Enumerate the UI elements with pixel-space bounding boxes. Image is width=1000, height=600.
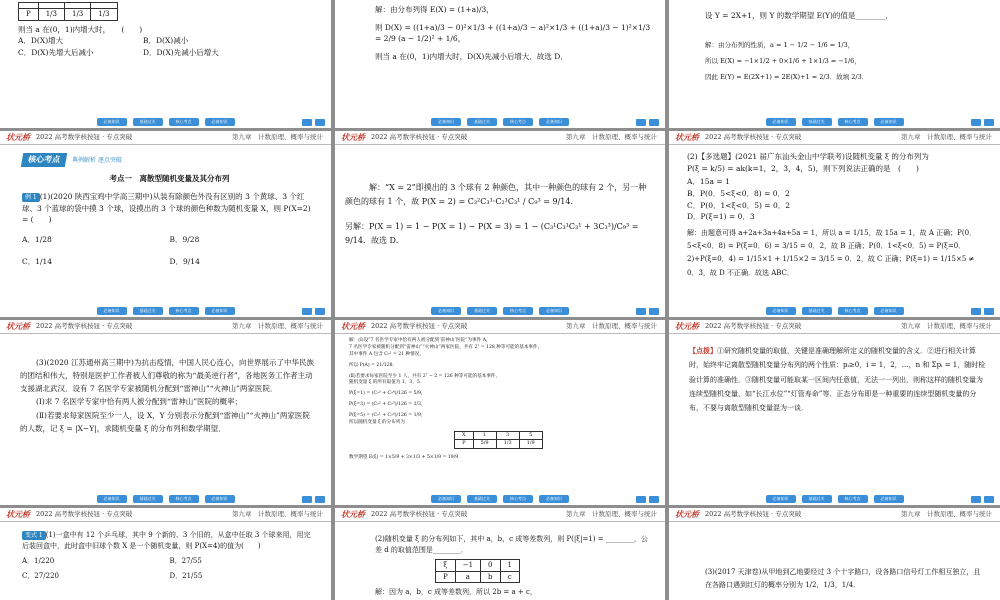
logo: 状元桥 bbox=[6, 509, 30, 520]
subquestion-1: (Ⅰ)求 7 名医学专家中恰有两人被分配到“雷神山”医院的概率； bbox=[36, 397, 243, 407]
option-c: C．27/220 bbox=[22, 571, 59, 580]
table-cell: a bbox=[455, 571, 480, 583]
solution-line: 另解：P(X = 1) = 1 − P(X = 1) − P(X = 3) = 1 − (C₃¹C₃¹C₃¹ + 3C₃³)/C₉³ = 9/14．故选 D． bbox=[345, 221, 639, 246]
nav-button[interactable]: 必备知识 bbox=[766, 307, 796, 315]
header-chapter: 第九章 计数原理、概率与统计 bbox=[901, 133, 992, 142]
table-cell: 1/3 bbox=[38, 9, 64, 21]
prev-icon[interactable] bbox=[302, 119, 312, 126]
nav-button[interactable]: 必备知识 bbox=[539, 118, 569, 126]
header-title: 2022 高考数学核按钮 · 专点突破 bbox=[371, 133, 468, 142]
logo: 状元桥 bbox=[675, 321, 699, 332]
option-c: C．1/14 bbox=[22, 256, 53, 266]
table-cell: 1/3 bbox=[64, 9, 90, 21]
prev-icon[interactable] bbox=[636, 496, 646, 503]
tip-text: ①研究随机变量的取值，关键是准确理解所定义的随机变量的含义．②进行相关计算时，始终牢记离散型随机变量分布列的两个性质：pᵢ≥0，i = 1，2，…，n 和 Σpᵢ = 1，随时检验计算的准确性．③随机变量可能取某一区间内任意值，无法一一列出，则称这样的随机变量为连续型随机变量，如“长江水位”“灯管寿命”等．正态分布即是一种重要的连续型随机变量的分布，不要与离散型随机变量混为一谈． bbox=[689, 347, 986, 413]
option-d: D．21/55 bbox=[169, 571, 203, 580]
option-a: A．15a = 1 bbox=[687, 177, 730, 187]
nav-button[interactable]: 必备知识 bbox=[766, 118, 796, 126]
nav-button[interactable]: 核心考点 bbox=[838, 495, 868, 503]
logo: 状元桥 bbox=[675, 509, 699, 520]
nav-button[interactable]: 必备知识 bbox=[539, 495, 569, 503]
slide-footer bbox=[335, 305, 665, 317]
slide-10[interactable] bbox=[0, 508, 331, 600]
solution-line: P(ξ=5) = (C₇¹ + C₇⁶)/126 = 1/9， bbox=[349, 413, 426, 419]
question-text: 则当 a 在(0，1)内增大时， ( ) bbox=[18, 24, 143, 34]
distribution-table bbox=[435, 559, 520, 584]
nav-button[interactable]: 基础过关 bbox=[467, 307, 497, 315]
nav-button[interactable]: 必备知识 bbox=[205, 118, 235, 126]
slide-header bbox=[335, 508, 665, 522]
table-cell: 5/9 bbox=[473, 440, 496, 449]
solution-line: 随机变量 ξ 的所有取值为 1，3，5． bbox=[349, 380, 425, 386]
header-chapter: 第九章 计数原理、概率与统计 bbox=[232, 133, 323, 142]
nav-button[interactable]: 必备知识 bbox=[431, 118, 461, 126]
slide-1[interactable] bbox=[0, 0, 331, 128]
solution-line: P(ξ=1) = (C₇³ + C₇⁴)/126 = 5/9， bbox=[349, 391, 426, 397]
nav-button[interactable]: 必备知识 bbox=[431, 495, 461, 503]
logo: 状元桥 bbox=[6, 132, 30, 143]
tip-label: 【点拨】 bbox=[689, 346, 717, 355]
slide-header bbox=[0, 320, 331, 334]
question-text: (2)随机变量 ξ 的分布列如下，其中 a，b，c 成等差数列，则 P(|ξ|=1) = ________，公差 d 的取值范围是________． bbox=[375, 535, 648, 554]
table-cell: b bbox=[481, 571, 500, 583]
solution-line: 则 D(X) = ((1+a)/3 − 0)²×1/3 + ((1+a)/3 − a)²×1/3 + ((1+a)/3 − 1)²×1/3 = 2/9 (a − 1/2)² + 1/6， bbox=[375, 22, 651, 44]
nav-button[interactable]: 核心考点 bbox=[838, 307, 868, 315]
option-b: B．9/28 bbox=[169, 234, 200, 244]
nav-button[interactable]: 必备知识 bbox=[205, 307, 235, 315]
nav-button[interactable]: 核心考点 bbox=[503, 495, 533, 503]
slide-header bbox=[335, 320, 665, 334]
header-chapter: 第九章 计数原理、概率与统计 bbox=[566, 510, 657, 519]
prev-icon[interactable] bbox=[971, 496, 981, 503]
option-b: B．P(0．5<ξ<0．8) = 0．2 bbox=[687, 188, 790, 198]
option-a: A．1/28 bbox=[22, 234, 52, 244]
nav-button[interactable]: 基础过关 bbox=[467, 118, 497, 126]
question-text: (3)(2020 江苏通州高三期中)为抗击疫情，中国人民心连心，向世界展示了中华民族的团结和伟大，特别是医护工作者被人们尊敬的称为“最美逆行者”，各地医务工作者主动支援湖北武汉．设有 7 名医学专家被随机分配到“雷神山”“火神山”两家医院． bbox=[20, 358, 314, 394]
nav-button[interactable]: 基础过关 bbox=[802, 118, 832, 126]
slide-7[interactable] bbox=[0, 320, 331, 505]
prev-icon[interactable] bbox=[302, 308, 312, 315]
solution-line: 则当 a 在(0，1)内增大时，D(X)先减小后增大．故选 D． bbox=[375, 51, 568, 61]
slide-footer bbox=[335, 116, 665, 128]
header-title: 2022 高考数学核按钮 · 专点突破 bbox=[36, 510, 133, 519]
question-text: (1)(2020 陕西宝鸡中学高三期中)从装有除颜色外没有区别的 3 个黄球、3 个红球、3 个蓝球的袋中摸 3 个球，设摸出的 3 个球的颜色种数为随机变量 X，则 P(X=2) = ( ) bbox=[22, 192, 311, 225]
solution-line: (Ⅱ)若要求每家医院至少 1 人，共有 2⁷ − 2 = 126 种等可能的基本事件， bbox=[349, 373, 501, 379]
table-cell: P bbox=[455, 440, 474, 449]
table-cell: P bbox=[436, 571, 456, 583]
logo: 状元桥 bbox=[341, 132, 365, 143]
slide-footer bbox=[0, 493, 331, 505]
nav-button[interactable]: 必备知识 bbox=[874, 307, 904, 315]
option-d: D．P(ξ=1) = 0．3 bbox=[687, 212, 755, 222]
prev-icon[interactable] bbox=[636, 119, 646, 126]
question-text: (3)(2017 天津卷)从甲地到乙地要经过 3 个十字路口，设各路口信号灯工作相互独立，且在各路口遇到红灯的概率分别为 1/2，1/3，1/4． bbox=[705, 568, 981, 590]
slide-header bbox=[335, 131, 665, 145]
example-tag: 例 1 bbox=[22, 193, 40, 202]
table-cell: c bbox=[500, 571, 519, 583]
prev-icon[interactable] bbox=[636, 308, 646, 315]
question-text: 设 Y = 2X+1，则 Y 的数学期望 E(Y)的值是________． bbox=[705, 11, 893, 20]
next-icon[interactable] bbox=[984, 119, 994, 126]
solution-line: 解：因为 a，b，c 成等差数列，所以 2b = a + c， bbox=[375, 588, 537, 597]
solution-line: 解：(Ⅰ)设“7 名医学专家中恰有两人被分配到‘雷神山’医院”为事件 A， bbox=[349, 338, 491, 343]
nav-button[interactable]: 核心考点 bbox=[503, 307, 533, 315]
header-chapter: 第九章 计数原理、概率与统计 bbox=[232, 510, 323, 519]
nav-button[interactable]: 核心考点 bbox=[838, 118, 868, 126]
option-b: B．27/55 bbox=[169, 556, 202, 565]
slide-header bbox=[0, 131, 331, 145]
option-b: B．D(X)减小 bbox=[143, 36, 189, 46]
nav-button[interactable]: 必备知识 bbox=[766, 495, 796, 503]
distribution-table bbox=[18, 2, 118, 21]
solution-line: 解：由分布列得 E(X) = (1+a)/3， bbox=[375, 5, 494, 14]
table-cell: 1 bbox=[500, 559, 519, 571]
header-title: 2022 高考数学核按钮 · 专点突破 bbox=[705, 322, 802, 331]
next-icon[interactable] bbox=[315, 308, 325, 315]
table-cell: P bbox=[19, 9, 39, 21]
slide-2[interactable] bbox=[335, 0, 665, 128]
option-c: C．D(X)先增大后减小 bbox=[18, 48, 94, 58]
slide-header bbox=[669, 508, 1000, 522]
header-title: 2022 高考数学核按钮 · 专点突破 bbox=[371, 322, 468, 331]
nav-button[interactable]: 核心考点 bbox=[169, 118, 199, 126]
topic-title: 考点一 离散型随机变量及其分布列 bbox=[109, 174, 230, 184]
option-c: C．P(0．1<ξ<0．5) = 0．2 bbox=[687, 200, 791, 210]
next-icon[interactable] bbox=[315, 119, 325, 126]
header-title: 2022 高考数学核按钮 · 专点突破 bbox=[36, 322, 133, 331]
option-a: A．D(X)增大 bbox=[18, 36, 64, 46]
solution-line: P(ξ=3) = (C₇² + C₇⁵)/126 = 1/3， bbox=[349, 402, 426, 408]
header-chapter: 第九章 计数原理、概率与统计 bbox=[901, 322, 992, 331]
nav-button[interactable]: 必备知识 bbox=[431, 307, 461, 315]
slide-footer bbox=[0, 305, 331, 317]
slide-6[interactable] bbox=[669, 131, 1000, 317]
slide-footer bbox=[669, 305, 1000, 317]
nav-button[interactable]: 基础过关 bbox=[802, 495, 832, 503]
slide-header bbox=[0, 508, 331, 522]
table-cell: 1/9 bbox=[519, 440, 542, 449]
header-chapter: 第九章 计数原理、概率与统计 bbox=[566, 322, 657, 331]
distribution-table bbox=[454, 431, 543, 449]
nav-button[interactable]: 基础过关 bbox=[133, 495, 163, 503]
nav-button[interactable]: 必备知识 bbox=[97, 118, 127, 126]
nav-button[interactable]: 必备知识 bbox=[874, 495, 904, 503]
table-cell: 5 bbox=[519, 431, 542, 440]
slide-3[interactable] bbox=[669, 0, 1000, 128]
slide-header bbox=[669, 131, 1000, 145]
header-title: 2022 高考数学核按钮 · 专点突破 bbox=[705, 133, 802, 142]
slide-header bbox=[669, 320, 1000, 334]
solution-line: 7 名医学专家被随机分配到“雷神山”“火神山”两家医院，共有 2⁷ = 128 种等可能的基本事件， bbox=[349, 344, 543, 350]
slide-8[interactable] bbox=[335, 320, 665, 505]
nav-button[interactable]: 核心考点 bbox=[169, 495, 199, 503]
solution-line: 解：由分布列的性质，a = 1 − 1/2 − 1/6 = 1/3， bbox=[705, 40, 855, 49]
solution-line: 其中事件 A 包含 C₇² = 21 种情况， bbox=[349, 351, 424, 357]
subquestion-2: (Ⅱ)若要求每家医院至少一人，设 X，Y 分别表示分配到“雷神山”“火神山”两家医院的人数，记 ξ = |X−Y|，求随机变量 ξ 的分布列和数学期望． bbox=[20, 410, 310, 433]
next-icon[interactable] bbox=[649, 119, 659, 126]
section-subtitle: 典例解析 逐点突破 bbox=[72, 157, 122, 164]
slide-12[interactable] bbox=[669, 508, 1000, 600]
option-d: D．9/14 bbox=[169, 256, 200, 266]
logo: 状元桥 bbox=[6, 321, 30, 332]
next-icon[interactable] bbox=[984, 308, 994, 315]
prev-icon[interactable] bbox=[971, 308, 981, 315]
logo: 状元桥 bbox=[341, 321, 365, 332]
slide-footer bbox=[0, 116, 331, 128]
nav-button[interactable]: 必备知识 bbox=[97, 307, 127, 315]
nav-button[interactable]: 基础过关 bbox=[467, 495, 497, 503]
next-icon[interactable] bbox=[649, 308, 659, 315]
header-chapter: 第九章 计数原理、概率与统计 bbox=[901, 510, 992, 519]
table-cell: 1/3 bbox=[91, 9, 117, 21]
next-icon[interactable] bbox=[315, 496, 325, 503]
nav-button[interactable]: 必备知识 bbox=[97, 495, 127, 503]
logo: 状元桥 bbox=[341, 509, 365, 520]
solution-line: 解：“X = 2”即摸出的 3 个球有 2 种颜色，其中一种颜色的球有 2 个，另一种颜色的球有 1 个，故 P(X = 2) = C₃²C₃¹·C₂¹C₃¹ / C₉³ = 9/14． bbox=[345, 183, 647, 207]
table-cell: −1 bbox=[455, 559, 480, 571]
distribution-text: P(ξ = k/5) = ak(k=1，2，3，4，5)，则下列说法正确的是 ( ) bbox=[687, 163, 919, 173]
logo: 状元桥 bbox=[675, 132, 699, 143]
table-cell: X bbox=[455, 431, 474, 440]
solution-line: 所以随机变量 ξ 的分布列为 bbox=[349, 420, 405, 426]
slide-5[interactable] bbox=[335, 131, 665, 317]
option-d: D．D(X)先减小后增大 bbox=[143, 48, 219, 58]
slide-4[interactable] bbox=[0, 131, 331, 317]
solution-text: 解：由题意可得 a+2a+3a+4a+5a = 1，所以 a = 1/15，故 15a = 1，故 A 正确；P(0．5<ξ<0．8) = P(ξ=0．6) = 3/15 = 0．2，故 B 正确；P(0．1<ξ<0．5) = P(ξ=0．2)+P(ξ=0．4) = 1/15×1 + 1/15×2 = 3/15 = 0．2，故 C 正确；P(ξ=1) = 1/15×5 ≠ 0．3，故 D 不正确．故选 ABC． bbox=[687, 228, 977, 277]
solution-line: 所以 E(X) = −1×1/2 + 0×1/6 + 1×1/3 = −1/6， bbox=[705, 56, 861, 65]
slide-footer bbox=[335, 493, 665, 505]
header-title: 2022 高考数学核按钮 · 专点突破 bbox=[371, 510, 468, 519]
nav-button[interactable]: 核心考点 bbox=[169, 307, 199, 315]
slide-11[interactable] bbox=[335, 508, 665, 600]
nav-button[interactable]: 基础过关 bbox=[133, 118, 163, 126]
option-a: A．1/220 bbox=[22, 556, 55, 565]
table-cell: ξ bbox=[436, 559, 456, 571]
prev-icon[interactable] bbox=[971, 119, 981, 126]
header-title: 2022 高考数学核按钮 · 专点突破 bbox=[705, 510, 802, 519]
header-chapter: 第九章 计数原理、概率与统计 bbox=[566, 133, 657, 142]
table-cell: 3 bbox=[496, 431, 519, 440]
variant-tag: 变式 1 bbox=[22, 531, 46, 540]
question-title: (2)【多选题】(2021 届广东汕头金山中学联考)设随机变量 ξ 的分布列为 bbox=[687, 152, 929, 161]
slide-9[interactable] bbox=[669, 320, 1000, 505]
solution-line: 因此 E(Y) = E(2X+1) = 2E(X)+1 = 2/3．故填 2/3． bbox=[705, 72, 869, 81]
slide-footer bbox=[669, 116, 1000, 128]
table-cell: 1 bbox=[473, 431, 496, 440]
nav-button[interactable]: 必备知识 bbox=[205, 495, 235, 503]
nav-button[interactable]: 必备知识 bbox=[539, 307, 569, 315]
nav-button[interactable]: 基础过关 bbox=[133, 307, 163, 315]
table-cell: 1/3 bbox=[496, 440, 519, 449]
question-text: (1)一盒中有 12 个乒乓球，其中 9 个新的、3 个旧的，从盒中任取 3 个球来用，用完后装回盒中，此时盒中旧球个数 X 是一个随机变量，则 P(X=4)的值为( ) bbox=[22, 531, 311, 550]
next-icon[interactable] bbox=[984, 496, 994, 503]
prev-icon[interactable] bbox=[302, 496, 312, 503]
header-chapter: 第九章 计数原理、概率与统计 bbox=[232, 322, 323, 331]
table-cell: 0 bbox=[481, 559, 500, 571]
slide-footer bbox=[669, 493, 1000, 505]
next-icon[interactable] bbox=[649, 496, 659, 503]
section-badge: 核心考点 bbox=[21, 153, 68, 167]
header-title: 2022 高考数学核按钮 · 专点突破 bbox=[36, 133, 133, 142]
expectation-line: 数学期望 E(ξ) = 1×5/9 + 3×1/3 + 5×1/9 = 19/9． bbox=[349, 454, 463, 460]
nav-button[interactable]: 必备知识 bbox=[874, 118, 904, 126]
nav-button[interactable]: 基础过关 bbox=[802, 307, 832, 315]
nav-button[interactable]: 核心考点 bbox=[503, 118, 533, 126]
solution-line: 所以 P(A) = 21/128． bbox=[349, 362, 398, 368]
